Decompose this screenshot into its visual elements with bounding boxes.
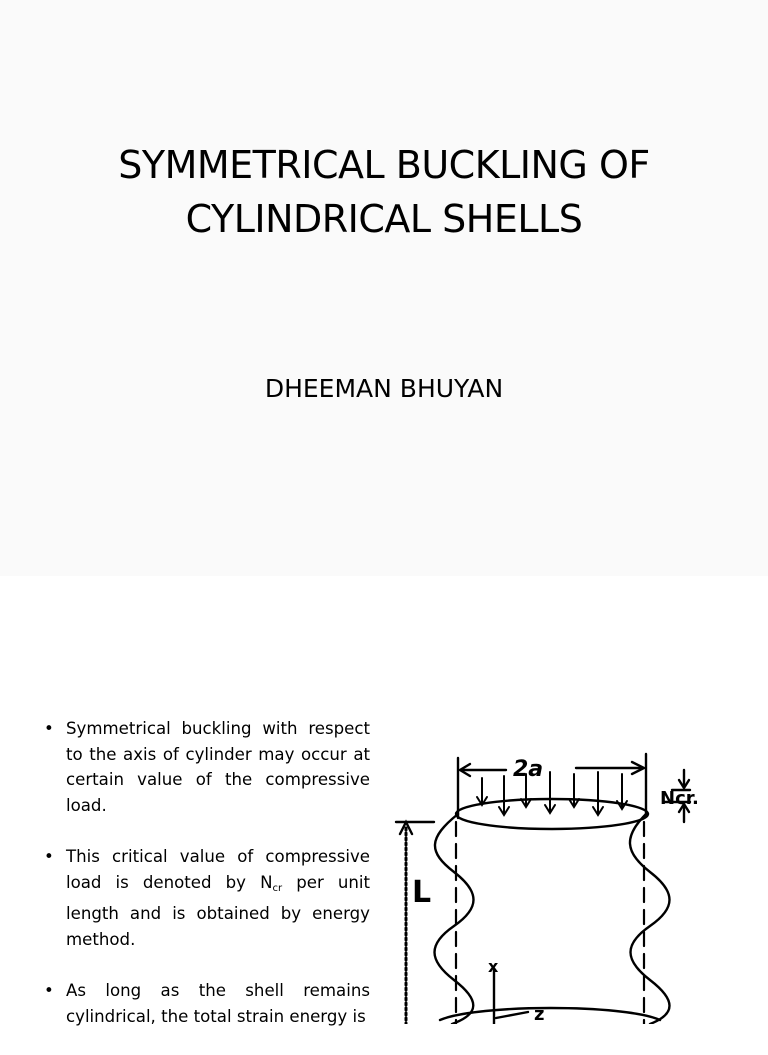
cylinder-figure [388,748,728,1024]
author-name: DHEEMAN BHUYAN [264,374,504,403]
bullet-icon: • [44,981,54,1000]
z-axis-line [496,1012,528,1018]
slide-title-line-2: CYLINDRICAL SHELLS [185,197,583,241]
bullet-text: Symmetrical buckling with respect to the axis of cylinder may occur at certain value of the compressive load. [66,719,370,815]
bullet-text: As long as the shell remains cylindrical, the total strain energy is [66,981,370,1026]
bullet-icon: • [44,719,54,738]
cylinder-right-wavy-side [630,814,670,1024]
cylinder-diagram [388,748,728,1024]
label-l: L [412,875,432,910]
label-ncr: Ncr. [660,788,699,809]
content-slide [0,576,768,1024]
label-2a: 2a [513,757,544,782]
cylinder-left-wavy-side [435,814,474,1024]
bullet-item [40,844,370,952]
slide-title [40,138,728,246]
bullet-list [40,716,370,1055]
label-z: z [534,1004,545,1024]
bullet-icon: • [44,847,54,866]
bullet-text-before: This critical value of compressive load is denoted by N [66,847,370,892]
bullet-item [40,978,370,1029]
load-arrows [477,772,627,815]
label-x: x [488,957,499,976]
bullet-item [40,716,370,818]
bullet-text-after: per unit length and is obtained by energy method. [66,872,370,949]
slide-title-line-1: SYMMETRICAL BUCKLING OF [118,143,650,187]
ncr-subscript: cr [272,882,283,894]
